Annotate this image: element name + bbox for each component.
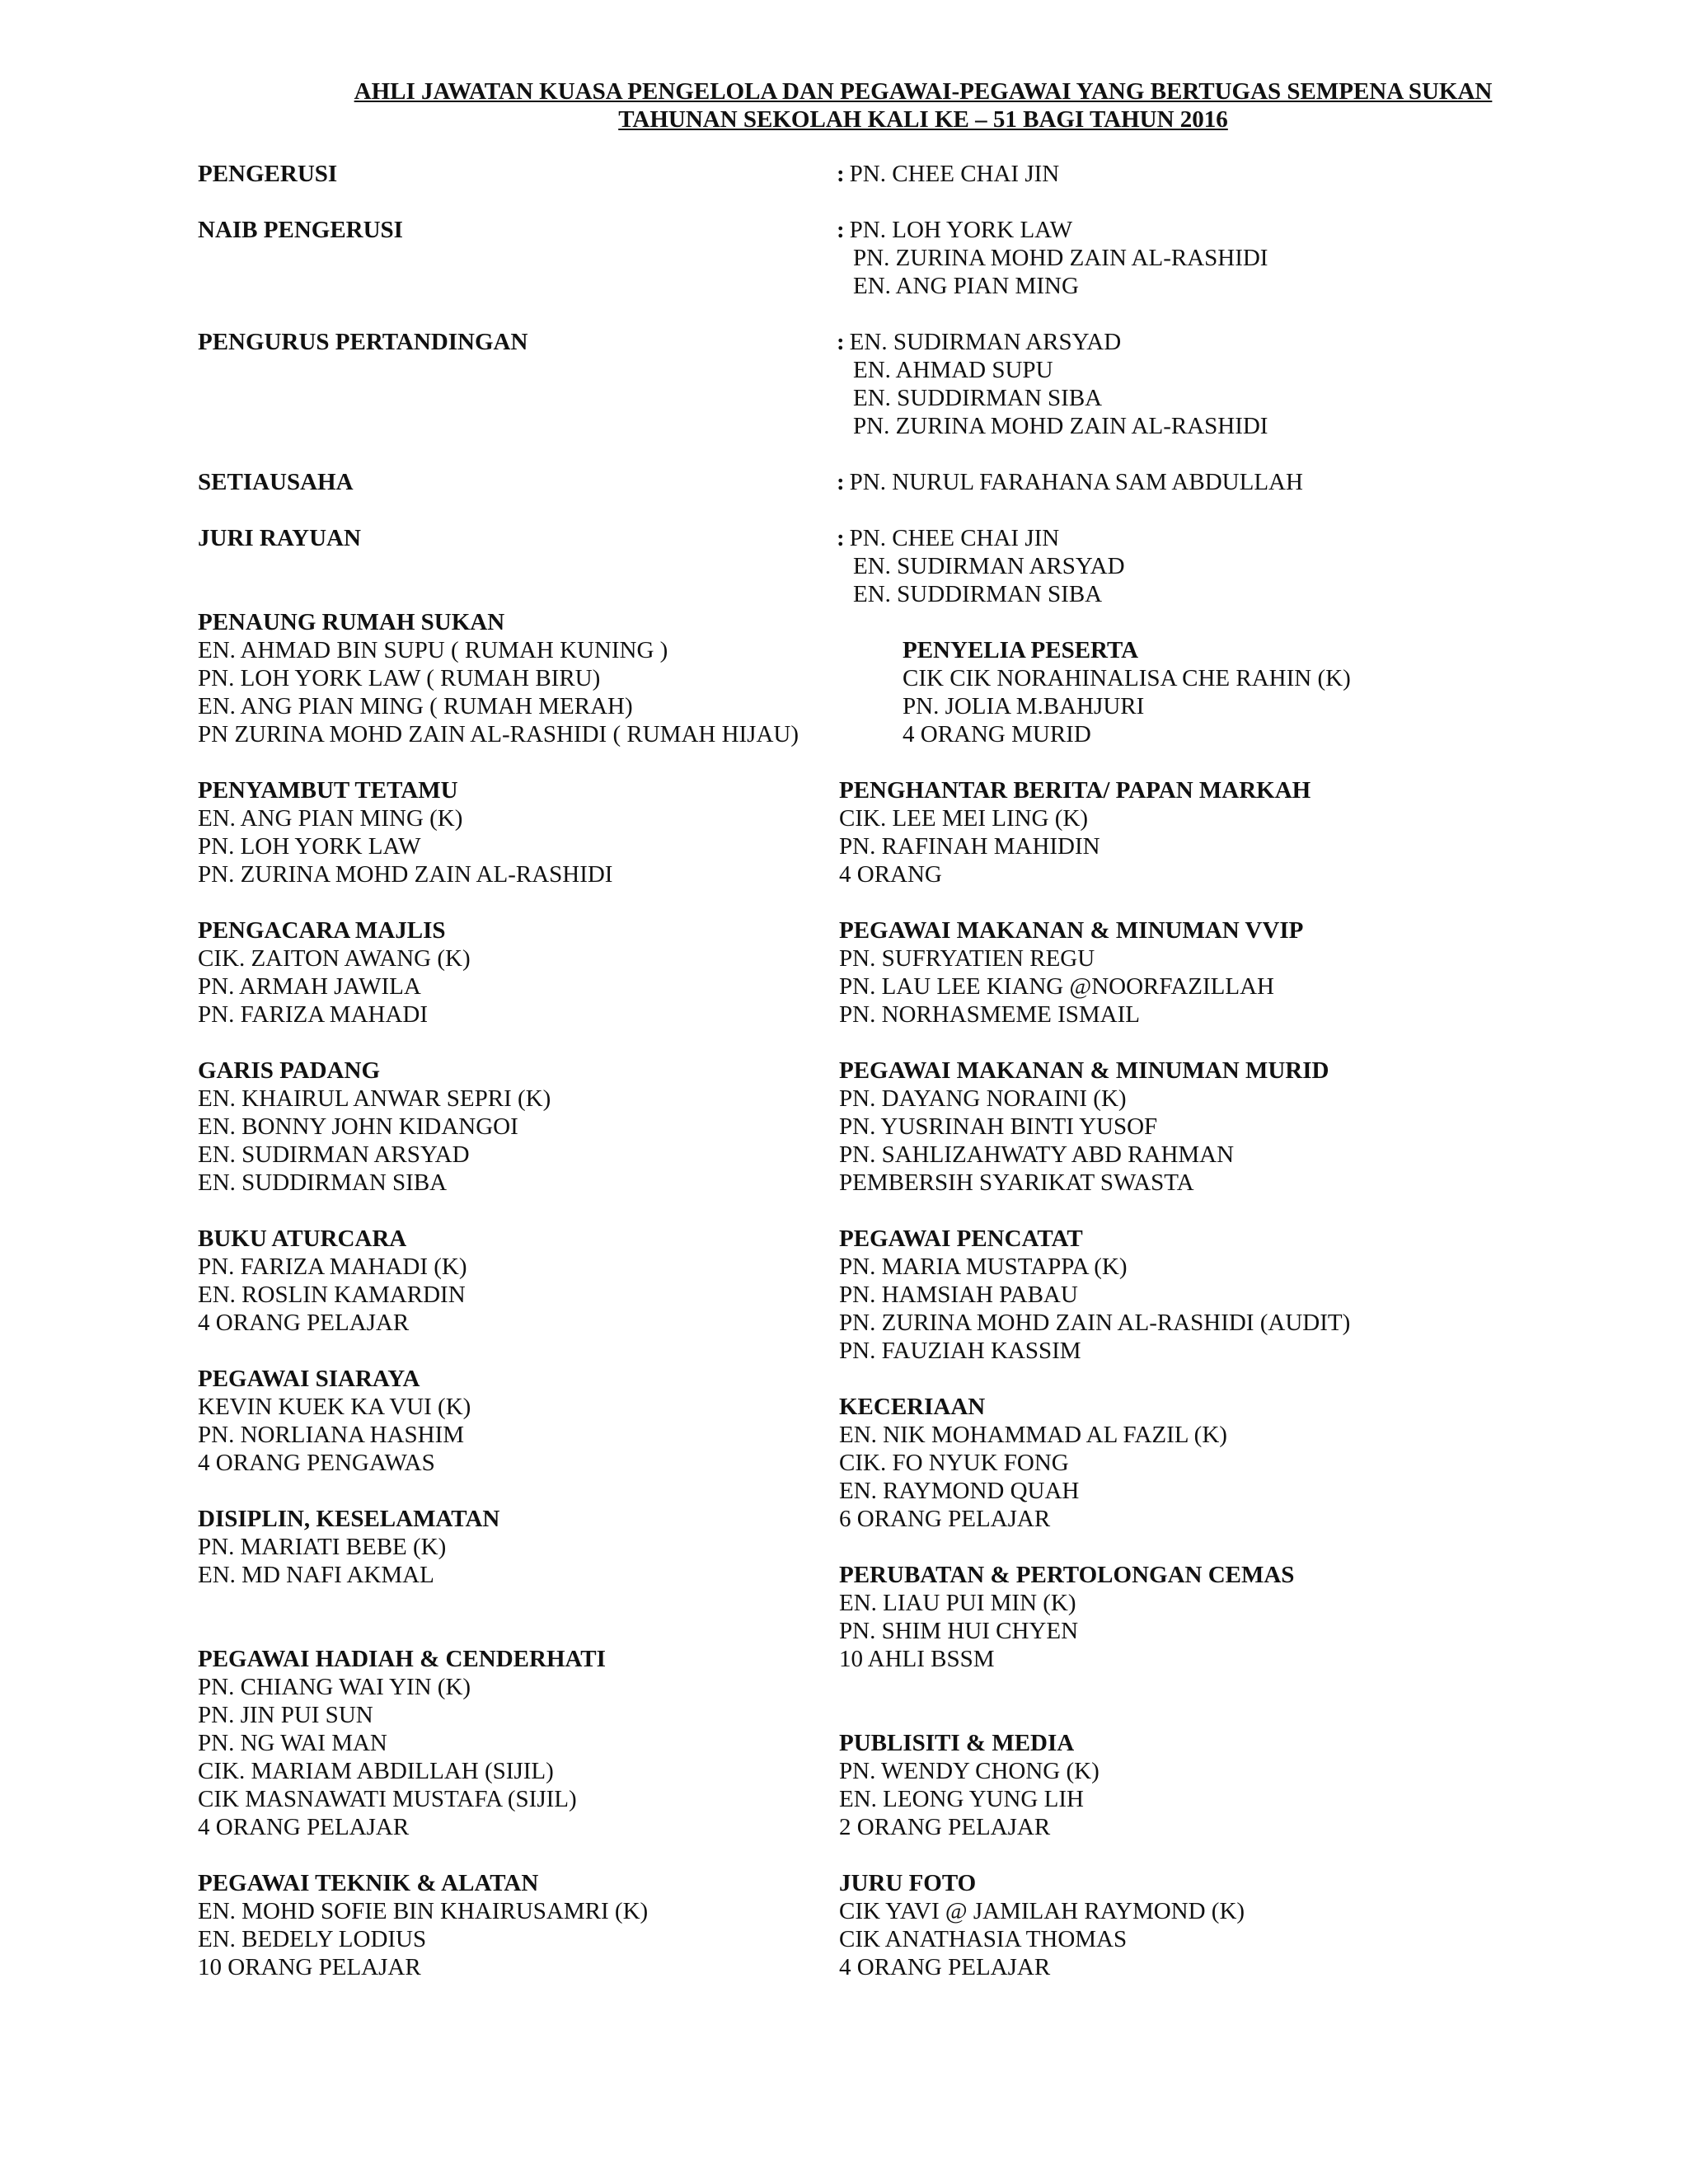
member-line: CIK. LEE MEI LING (K) (839, 805, 1089, 832)
section-juru-foto (839, 1869, 1245, 1981)
section-heading: PENAUNG RUMAH SUKAN (198, 609, 505, 635)
section-heading: PEGAWAI TEKNIK & ALATAN (198, 1870, 539, 1896)
section-pegawai-teknik-alatan (198, 1869, 648, 1981)
member-line: PN. SAHLIZAHWATY ABD RAHMAN (839, 1141, 1235, 1168)
person-name: EN. SUDIRMAN ARSYAD (849, 329, 1122, 355)
section-heading: PENYELIA PESERTA (903, 637, 1139, 663)
member-line: PN. RAFINAH MAHIDIN (839, 833, 1100, 860)
member-line: PN. FAUZIAH KASSIM (839, 1338, 1081, 1364)
role-label-setiausaha: SETIAUSAHA (198, 469, 354, 495)
member-line: PN. YUSRINAH BINTI YUSOF (839, 1113, 1158, 1140)
section-pegawai-siaraya (198, 1365, 471, 1477)
member-line: PN. SHIM HUI CHYEN (839, 1618, 1079, 1644)
section-publisiti-media (839, 1729, 1100, 1841)
section-heading: PENGHANTAR BERITA/ PAPAN MARKAH (839, 777, 1311, 804)
member-line: PN. JOLIA M.BAHJURI (903, 693, 1145, 719)
member-line: PN. ARMAH JAWILA (198, 973, 421, 1000)
member-line: EN. AHMAD BIN SUPU ( RUMAH KUNING ) (198, 637, 668, 663)
member-line: CIK. FO NYUK FONG (839, 1450, 1069, 1476)
member-line: PN. NG WAI MAN (198, 1730, 387, 1756)
member-line: PN. LOH YORK LAW (198, 833, 421, 860)
section-garis-padang (198, 1057, 551, 1197)
member-line: 4 ORANG PELAJAR (839, 1954, 1051, 1980)
colon-separator: : (837, 329, 845, 355)
member-line: EN. RAYMOND QUAH (839, 1478, 1080, 1504)
section-heading: PENGACARA MAJLIS (198, 917, 446, 944)
role-label-naib-pengerusi: NAIB PENGERUSI (198, 217, 403, 243)
member-line: 10 AHLI BSSM (839, 1646, 995, 1672)
section-heading: PEGAWAI MAKANAN & MINUMAN VVIP (839, 917, 1304, 944)
member-line: PN. JIN PUI SUN (198, 1702, 373, 1728)
person-name: PN. ZURINA MOHD ZAIN AL-RASHIDI (853, 245, 1268, 271)
member-line: EN. ROSLIN KAMARDIN (198, 1282, 466, 1308)
section-pegawai-makanan-murid (839, 1057, 1329, 1197)
member-line: PN. FARIZA MAHADI (K) (198, 1254, 467, 1280)
member-line: PEMBERSIH SYARIKAT SWASTA (839, 1169, 1194, 1196)
section-heading: PUBLISITI & MEDIA (839, 1730, 1075, 1756)
role-people-setiausaha (837, 468, 1303, 496)
section-penghantar-berita (839, 776, 1311, 888)
role-people-pengurus-pertandingan (837, 328, 1268, 440)
person-name: EN. SUDIRMAN ARSYAD (853, 553, 1125, 579)
member-line: CIK. MARIAM ABDILLAH (SIJIL) (198, 1758, 554, 1784)
member-line: EN. MD NAFI AKMAL (198, 1562, 434, 1588)
member-line: EN. SUDIRMAN ARSYAD (198, 1141, 470, 1168)
person-name: PN. ZURINA MOHD ZAIN AL-RASHIDI (853, 413, 1268, 439)
member-line: 4 ORANG PELAJAR (198, 1814, 410, 1840)
document-title-line-1: AHLI JAWATAN KUASA PENGELOLA DAN PEGAWAI-PEGAWAI YANG BERTUGAS SEMPENA SUKAN (354, 78, 1493, 105)
member-line: EN. KHAIRUL ANWAR SEPRI (K) (198, 1085, 551, 1112)
colon-separator: : (837, 217, 845, 243)
section-keceriaan (839, 1393, 1227, 1533)
member-line: EN. ANG PIAN MING ( RUMAH MERAH) (198, 693, 633, 719)
member-line: PN. FARIZA MAHADI (198, 1001, 429, 1028)
role-label-juri-rayuan: JURI RAYUAN (198, 525, 361, 551)
section-heading: GARIS PADANG (198, 1057, 380, 1084)
role-people-pengerusi (837, 160, 1059, 188)
document-title (264, 77, 1582, 134)
member-line: 10 ORANG PELAJAR (198, 1954, 421, 1980)
role-label-pengurus-pertandingan: PENGURUS PERTANDINGAN (198, 329, 528, 355)
section-buku-aturcara (198, 1225, 467, 1337)
person-name: EN. SUDDIRMAN SIBA (853, 581, 1103, 607)
member-line: EN. SUDDIRMAN SIBA (198, 1169, 448, 1196)
colon-separator: : (837, 525, 845, 551)
role-label-pengerusi: PENGERUSI (198, 161, 338, 187)
section-heading: PEGAWAI HADIAH & CENDERHATI (198, 1646, 606, 1672)
role-people-naib-pengerusi (837, 216, 1268, 300)
member-line: PN ZURINA MOHD ZAIN AL-RASHIDI ( RUMAH HIJAU) (198, 721, 799, 748)
member-line: EN. ANG PIAN MING (K) (198, 805, 463, 832)
member-line: CIK. ZAITON AWANG (K) (198, 945, 471, 972)
person-name: PN. LOH YORK LAW (849, 217, 1073, 243)
section-pegawai-pencatat (839, 1225, 1350, 1365)
member-line: CIK YAVI @ JAMILAH RAYMOND (K) (839, 1898, 1245, 1924)
member-line: CIK CIK NORAHINALISA CHE RAHIN (K) (903, 665, 1351, 691)
member-line: PN. CHIANG WAI YIN (K) (198, 1674, 471, 1700)
section-heading: PEGAWAI MAKANAN & MINUMAN MURID (839, 1057, 1329, 1084)
member-line: PN. NORLIANA HASHIM (198, 1422, 465, 1448)
section-heading: DISIPLIN, KESELAMATAN (198, 1506, 500, 1532)
person-name: PN. CHEE CHAI JIN (849, 161, 1060, 187)
member-line: PN. NORHASMEME ISMAIL (839, 1001, 1140, 1028)
person-name: EN. ANG PIAN MING (853, 273, 1079, 299)
section-heading: PEGAWAI PENCATAT (839, 1226, 1083, 1252)
section-penaung-rumah-sukan (198, 608, 799, 748)
member-line: EN. BEDELY LODIUS (198, 1926, 427, 1952)
member-line: PN. DAYANG NORAINI (K) (839, 1085, 1127, 1112)
colon-separator: : (837, 469, 845, 495)
member-line: EN. LIAU PUI MIN (K) (839, 1590, 1076, 1616)
section-pegawai-hadiah-cenderhati (198, 1645, 606, 1841)
member-line: 4 ORANG PENGAWAS (198, 1450, 435, 1476)
section-heading: PERUBATAN & PERTOLONGAN CEMAS (839, 1562, 1295, 1588)
member-line: PN. MARIA MUSTAPPA (K) (839, 1254, 1128, 1280)
member-line: PN. HAMSIAH PABAU (839, 1282, 1078, 1308)
member-line: PN. ZURINA MOHD ZAIN AL-RASHIDI (AUDIT) (839, 1310, 1351, 1336)
section-heading: BUKU ATURCARA (198, 1226, 407, 1252)
section-pengacara-majlis (198, 916, 471, 1029)
section-heading: JURU FOTO (839, 1870, 977, 1896)
section-heading: PEGAWAI SIARAYA (198, 1366, 420, 1392)
member-line: EN. LEONG YUNG LIH (839, 1786, 1084, 1812)
member-line: EN. NIK MOHAMMAD AL FAZIL (K) (839, 1422, 1227, 1448)
section-pegawai-makanan-vvip (839, 916, 1303, 1029)
member-line: 6 ORANG PELAJAR (839, 1506, 1051, 1532)
person-name: EN. AHMAD SUPU (853, 357, 1053, 383)
section-penyambut-tetamu (198, 776, 612, 888)
member-line: EN. BONNY JOHN KIDANGOI (198, 1113, 518, 1140)
member-line: 4 ORANG MURID (903, 721, 1091, 748)
role-people-juri-rayuan (837, 524, 1125, 608)
section-heading: KECERIAAN (839, 1394, 986, 1420)
member-line: PN. MARIATI BEBE (K) (198, 1534, 447, 1560)
section-penyelia-peserta (903, 636, 1351, 748)
member-line: PN. SUFRYATIEN REGU (839, 945, 1095, 972)
member-line: PN. LOH YORK LAW ( RUMAH BIRU) (198, 665, 601, 691)
member-line: PN. LAU LEE KIANG @NOORFAZILLAH (839, 973, 1274, 1000)
member-line: PN. ZURINA MOHD ZAIN AL-RASHIDI (198, 861, 613, 888)
member-line: CIK ANATHASIA THOMAS (839, 1926, 1128, 1952)
person-name: PN. CHEE CHAI JIN (849, 525, 1060, 551)
section-heading: PENYAMBUT TETAMU (198, 777, 458, 804)
person-name: PN. NURUL FARAHANA SAM ABDULLAH (849, 469, 1303, 495)
member-line: 2 ORANG PELAJAR (839, 1814, 1051, 1840)
member-line: 4 ORANG (839, 861, 942, 888)
section-perubatan-pertolongan-cemas (839, 1561, 1294, 1673)
member-line: 4 ORANG PELAJAR (198, 1310, 410, 1336)
member-line: KEVIN KUEK KA VUI (K) (198, 1394, 471, 1420)
document-title-line-2: TAHUNAN SEKOLAH KALI KE – 51 BAGI TAHUN 2016 (618, 106, 1228, 133)
section-disiplin-keselamatan (198, 1505, 499, 1589)
person-name: EN. SUDDIRMAN SIBA (853, 385, 1103, 411)
member-line: PN. WENDY CHONG (K) (839, 1758, 1100, 1784)
colon-separator: : (837, 161, 845, 187)
member-line: CIK MASNAWATI MUSTAFA (SIJIL) (198, 1786, 577, 1812)
member-line: EN. MOHD SOFIE BIN KHAIRUSAMRI (K) (198, 1898, 649, 1924)
